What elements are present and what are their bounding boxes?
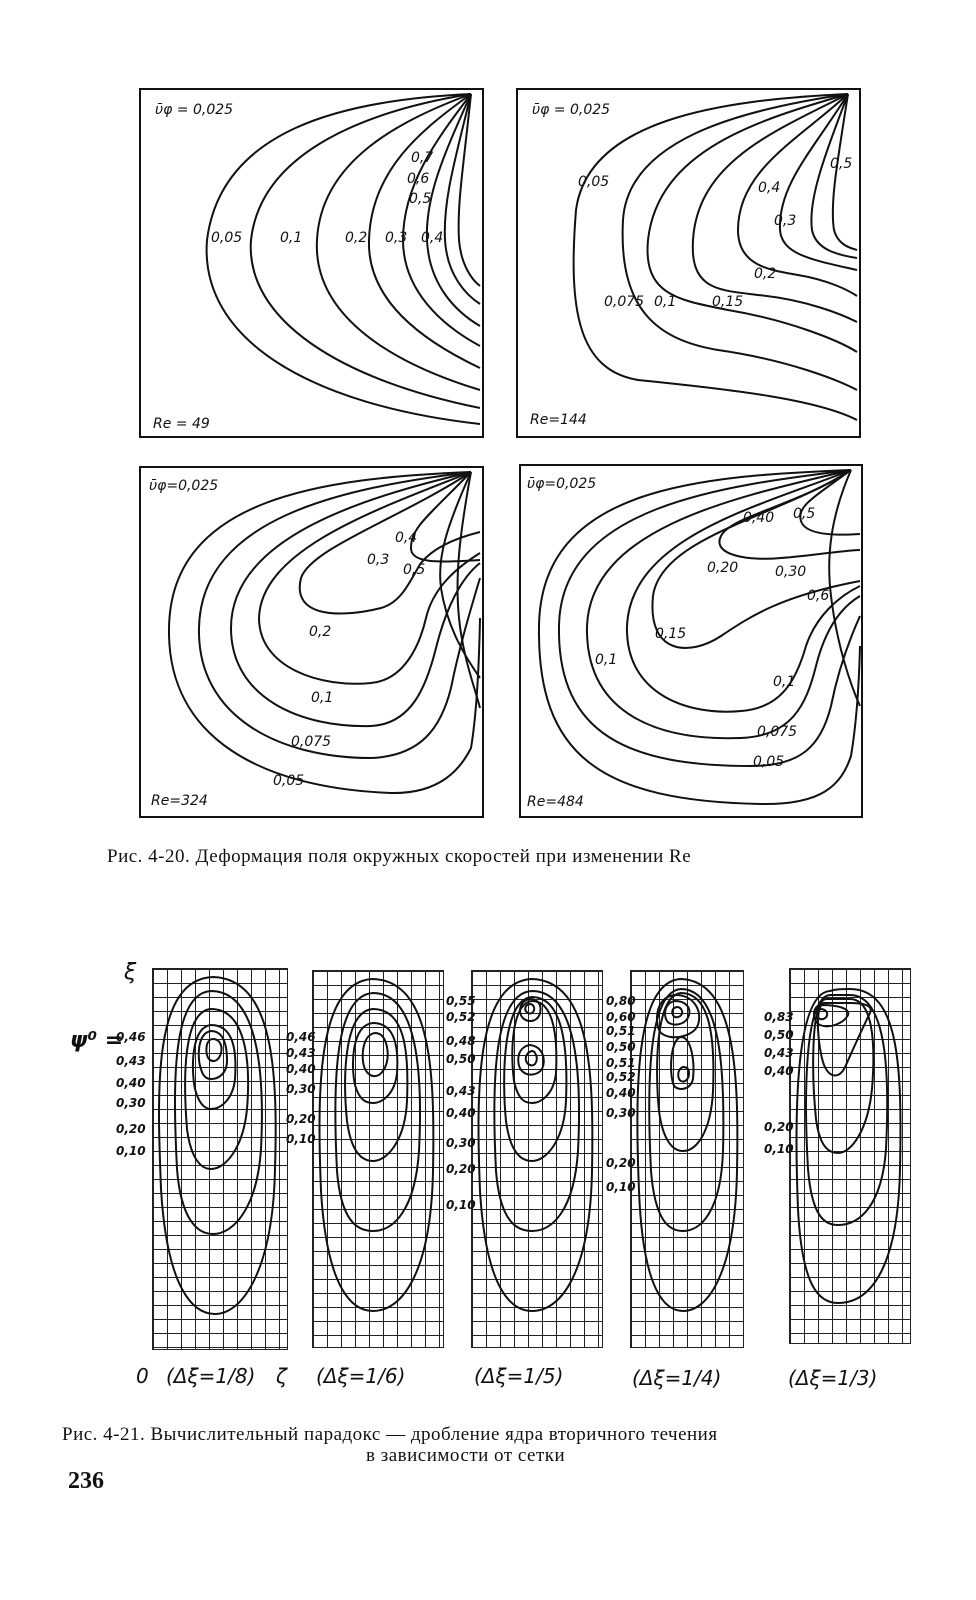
contour-plot-re49 bbox=[141, 90, 482, 436]
grid-step-label: (Δξ=1/6) bbox=[316, 1364, 406, 1388]
mesh-grid-1-6 bbox=[312, 970, 444, 1348]
contour-label: 0,05 bbox=[211, 230, 243, 246]
psi-value: 0,48 bbox=[446, 1034, 476, 1048]
contour-plot-re484 bbox=[521, 466, 861, 816]
contour-label: 0,20 bbox=[707, 560, 739, 576]
figure-caption-4-21-line1: Рис. 4-21. Вычислительный парадокс — дробление ядра вторичного течения bbox=[62, 1424, 718, 1445]
streamline-plot bbox=[313, 971, 443, 1347]
mesh-grid-1-3 bbox=[789, 968, 911, 1344]
reynolds-label: Re=144 bbox=[530, 412, 587, 428]
psi-value: 0,10 bbox=[286, 1132, 316, 1146]
contour-panel-re144 bbox=[516, 88, 861, 438]
psi-value: 0,20 bbox=[446, 1162, 476, 1176]
zeta-axis-label: ζ bbox=[276, 1364, 287, 1388]
contour-label: 0,05 bbox=[273, 773, 305, 789]
psi-value: 0,43 bbox=[446, 1084, 476, 1098]
psi-value: 0,60 bbox=[606, 1010, 636, 1024]
psi-value: 0,80 bbox=[606, 994, 636, 1008]
psi-value: 0,51 bbox=[606, 1056, 636, 1070]
contour-label: 0,30 bbox=[775, 564, 807, 580]
contour-label: 0,15 bbox=[655, 626, 687, 642]
grid-step-label: (Δξ=1/5) bbox=[474, 1364, 564, 1388]
origin-label: 0 bbox=[136, 1364, 149, 1388]
contour-label: 0,05 bbox=[578, 174, 610, 190]
psi-label: ψ⁰ = bbox=[70, 1028, 124, 1053]
psi-value: 0,20 bbox=[764, 1120, 794, 1134]
contour-label: 0,5 bbox=[403, 562, 426, 578]
contour-label: 0,3 bbox=[385, 230, 408, 246]
contour-label: 0,4 bbox=[758, 180, 781, 196]
contour-label: 0,15 bbox=[712, 294, 744, 310]
psi-value: 0,10 bbox=[116, 1144, 146, 1158]
reynolds-label: Re=484 bbox=[527, 794, 584, 810]
contour-label: 0,4 bbox=[395, 530, 418, 546]
psi-value: 0,52 bbox=[446, 1010, 476, 1024]
psi-value: 0,40 bbox=[764, 1064, 794, 1078]
mesh-grid-1-8 bbox=[152, 968, 288, 1350]
contour-label: 0,2 bbox=[309, 624, 332, 640]
contour-label: 0,2 bbox=[754, 266, 777, 282]
psi-value: 0,83 bbox=[764, 1010, 794, 1024]
psi-value: 0,10 bbox=[446, 1198, 476, 1212]
psi-value: 0,20 bbox=[116, 1122, 146, 1136]
contour-panel-re324 bbox=[139, 466, 484, 818]
psi-value: 0,43 bbox=[764, 1046, 794, 1060]
top-label: ῡφ=0,025 bbox=[149, 478, 219, 494]
contour-label: 0,6 bbox=[407, 171, 430, 187]
psi-value: 0,20 bbox=[286, 1112, 316, 1126]
psi-value: 0,40 bbox=[286, 1062, 316, 1076]
psi-value: 0,30 bbox=[116, 1096, 146, 1110]
top-label: ῡφ = 0,025 bbox=[155, 102, 234, 118]
contour-label: 0,6 bbox=[807, 588, 830, 604]
xi-axis-label: ξ bbox=[124, 960, 137, 985]
psi-value: 0,50 bbox=[606, 1040, 636, 1054]
psi-value: 0,52 bbox=[606, 1070, 636, 1084]
contour-label: 0,075 bbox=[604, 294, 645, 310]
contour-panel-re484 bbox=[519, 464, 863, 818]
mesh-grid-1-4 bbox=[630, 970, 744, 1348]
psi-value: 0,55 bbox=[446, 994, 476, 1008]
top-label: ῡφ = 0,025 bbox=[532, 102, 611, 118]
contour-label: 0,075 bbox=[291, 734, 332, 750]
psi-value: 0,46 bbox=[116, 1030, 146, 1044]
psi-value: 0,30 bbox=[286, 1082, 316, 1096]
contour-label: 0,7 bbox=[411, 150, 434, 166]
psi-value: 0,30 bbox=[446, 1136, 476, 1150]
grid-step-label: (Δξ=1/3) bbox=[788, 1366, 878, 1390]
contour-label: 0,05 bbox=[753, 754, 785, 770]
contour-label: 0,3 bbox=[774, 213, 797, 229]
psi-value: 0,40 bbox=[606, 1086, 636, 1100]
streamline-plot bbox=[790, 969, 910, 1343]
reynolds-label: Re = 49 bbox=[153, 416, 210, 432]
figure-caption-4-21-line2: в зависимости от сетки bbox=[366, 1445, 566, 1466]
top-label: ῡφ=0,025 bbox=[527, 476, 597, 492]
contour-label: 0,1 bbox=[311, 690, 334, 706]
figure-caption-4-20: Рис. 4-20. Деформация поля окружных скоростей при изменении Re bbox=[107, 846, 692, 867]
contour-label: 0,5 bbox=[793, 506, 816, 522]
grid-step-label: (Δξ=1/8) bbox=[166, 1364, 256, 1388]
contour-label: 0,3 bbox=[367, 552, 390, 568]
psi-value: 0,40 bbox=[116, 1076, 146, 1090]
contour-label: 0,1 bbox=[773, 674, 796, 690]
psi-value: 0,40 bbox=[446, 1106, 476, 1120]
streamline-plot bbox=[631, 971, 743, 1347]
contour-label: 0,1 bbox=[654, 294, 677, 310]
contour-plot-re324 bbox=[141, 468, 482, 816]
contour-label: 0,40 bbox=[743, 510, 775, 526]
grid-step-label: (Δξ=1/4) bbox=[632, 1366, 722, 1390]
contour-plot-re144 bbox=[518, 90, 859, 436]
psi-value: 0,20 bbox=[606, 1156, 636, 1170]
contour-label: 0,1 bbox=[280, 230, 303, 246]
contour-label: 0,4 bbox=[421, 230, 444, 246]
contour-label: 0,5 bbox=[830, 156, 853, 172]
contour-label: 0,075 bbox=[757, 724, 798, 740]
psi-value: 0,10 bbox=[606, 1180, 636, 1194]
streamline-plot bbox=[472, 971, 602, 1347]
streamline-plot bbox=[153, 969, 287, 1349]
contour-panel-re49 bbox=[139, 88, 484, 438]
psi-value: 0,51 bbox=[606, 1024, 636, 1038]
mesh-grid-1-5 bbox=[471, 970, 603, 1348]
reynolds-label: Re=324 bbox=[151, 793, 208, 809]
contour-label: 0,5 bbox=[409, 191, 432, 207]
psi-value: 0,10 bbox=[764, 1142, 794, 1156]
psi-value: 0,43 bbox=[116, 1054, 146, 1068]
psi-value: 0,30 bbox=[606, 1106, 636, 1120]
psi-value: 0,50 bbox=[764, 1028, 794, 1042]
contour-label: 0,2 bbox=[345, 230, 368, 246]
psi-value: 0,50 bbox=[446, 1052, 476, 1066]
psi-value: 0,46 bbox=[286, 1030, 316, 1044]
contour-label: 0,1 bbox=[595, 652, 618, 668]
page-number: 236 bbox=[68, 1468, 104, 1494]
psi-value: 0,43 bbox=[286, 1046, 316, 1060]
